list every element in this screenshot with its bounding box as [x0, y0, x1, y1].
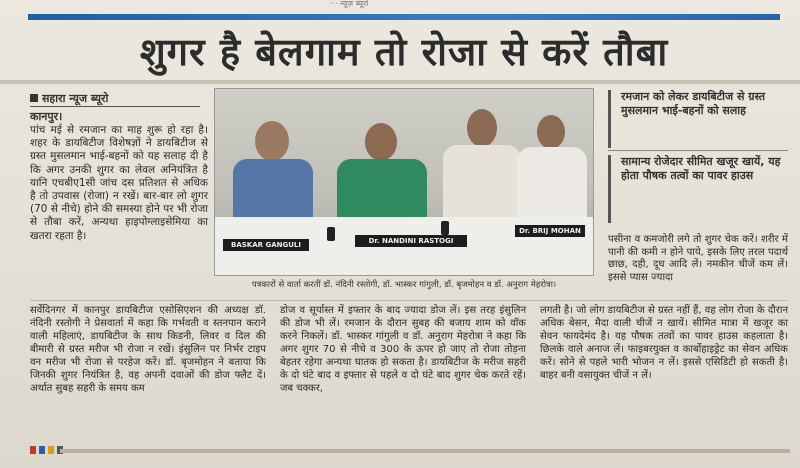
- byline-text: सहारा न्यूज ब्यूरो: [42, 91, 109, 105]
- byline: [30, 90, 210, 106]
- name-plaque-3: Dr. BRIJ MOHAN: [515, 225, 585, 237]
- highlight-box-1: रमजान को लेकर डायबिटीज से ग्रस्त मुसलमान भाई-बहनों को सलाह: [608, 90, 788, 148]
- article-column-4: पसीना व कमजोरी लगे तो शुगर चेक करें। शरीर में पानी की कमी न होने पाये, इसके लिए तरल पदार्थ छाछ, दही, दूध आदि लें। नमकीन चीजें कम लें। इससे प्यास ज्यादा: [608, 234, 788, 283]
- headline-top-rule: [28, 14, 780, 20]
- footer-color-dots: [30, 446, 63, 454]
- article-bottom-column-3: लगती है। जो लोग डायबिटीज से ग्रस्त नहीं हैं, वह लोग रोजा के दौरान अधिक बेसन, मैदा वाली चीजें न खायें। सीमित मात्रा में खजूर का सेवन फायदेमंद है। यह पौषक तत्वों का पावर हाउस कहलाता है। छिलके वाले अनाज लें। फाइबरयुक्त व कार्बोहाइड्रेट का सेवन अधिक करें। सोने से पहले भारी भोजन न लें। इससे एसिडिटी हो सकती है। बाहर बनी वसायुक्त चीजें न लें।: [540, 305, 788, 381]
- article-bottom-column-1: सर्वेदिनगर में कानपुर डायबिटीज एसोसिएशन की अध्यक्ष डॉ. नंदिनी रस्तोगी ने प्रेसवार्ता में कहा कि गर्भवती व स्तनपान कराने वाली महिलाएं, डायबिटीज के साथ किडनी, लिवर व दिल की बीमारी से ग्रस्त मरीज भी रोजा न रखें। इंसुलिन पर निर्भर टाइप वन मरीज भी रोजा से परहेज करें। डॉ. बृजमोहन ने बताया कि जिनकी शुगर नियंत्रित है, वह अपनी दवाओं की डोज फ्लैट दें। अर्थात सुबह सहरी के समय कम: [30, 305, 266, 394]
- person-4-head: [537, 115, 565, 149]
- microphone-icon: [441, 221, 449, 235]
- highlight-separator: [608, 150, 788, 151]
- person-1-head: [255, 121, 289, 161]
- bottom-row-rule: [30, 300, 788, 301]
- press-conference-photo: [214, 88, 594, 276]
- person-3-head: [467, 109, 497, 147]
- headline: शुगर है बेलगाम तो रोजा से करें तौबा: [139, 30, 669, 74]
- dateline: कानपुर।: [30, 110, 63, 123]
- footer-rule: [60, 449, 790, 453]
- name-plaque-1: BASKAR GANGULI: [223, 239, 309, 251]
- person-2-head: [365, 123, 397, 161]
- name-plaque-2: Dr. NANDINI RASTOGI: [355, 235, 467, 247]
- highlight-box-2: सामान्य रोजेदार सीमित खजूर खायें, यह होता पौषक तत्वों का पावर हाउस: [608, 155, 788, 223]
- footer-dot: [48, 446, 54, 454]
- footer-dot: [30, 446, 36, 454]
- footer-dot: [39, 446, 45, 454]
- article-column-1: पांच मई से रमजान का माह शुरू हो रहा है। शहर के डायबिटीज विशेषज्ञों ने डायबिटीज से ग्रस्त मुसलमान भाई-बहनों को यह सलाह दी है कि अगर उनकी शुगर का लेवल अनियंत्रित है यानि एचबीए1सी जांच दस प्रतिशत से अधिक है तो उपवास (रोजा) न रखें। बार-बार लो शुगर (70 से नीचे) होने की समस्या होने पर भी रोजा से तौबा करें, अन्यथा हाइपोग्लाइसेमिया का खतरा रहता है।: [30, 124, 208, 242]
- photo-caption: पत्रकारों से वार्ता करतीं डॉ. नंदिनी रस्तोगी, डॉ. भास्कर गांगुली, डॉ. बृजमोहन व डॉ. अनुराग मेहरोत्रा।: [251, 280, 557, 290]
- microphone-icon: [327, 227, 335, 241]
- headline-bottom-rule: [0, 80, 800, 84]
- person-4-body: [517, 147, 587, 223]
- masthead-fragment: ··· न्यूज़ ब्यूरो: [330, 0, 369, 8]
- person-3-body: [443, 145, 521, 225]
- byline-rule: [30, 106, 200, 107]
- byline-square-icon: [30, 94, 38, 102]
- article-bottom-column-2: डोज व सूर्यास्त में इफ्तार के बाद ज्यादा डोज लें। इस तरह इंसुलिन की डोज भी लें। रमजान के दौरान सुबह की बजाय शाम को वॉक करने निकलें। डॉ. भास्कर गांगुली व डॉ. अनुराग मेहरोत्रा ने कहा कि अगर शुगर 70 से नीचे व 300 के ऊपर हो जाए तो रोजा तोड़ना बेहतर रहेगा अन्यथा घातक हो सकता है। डायबिटीज के मरीज सहरी के दो घंटे बाद व इफ्तार से पहले व दो घंटे बाद शुगर चेक करते रहें। जब चक्कर,: [280, 305, 526, 394]
